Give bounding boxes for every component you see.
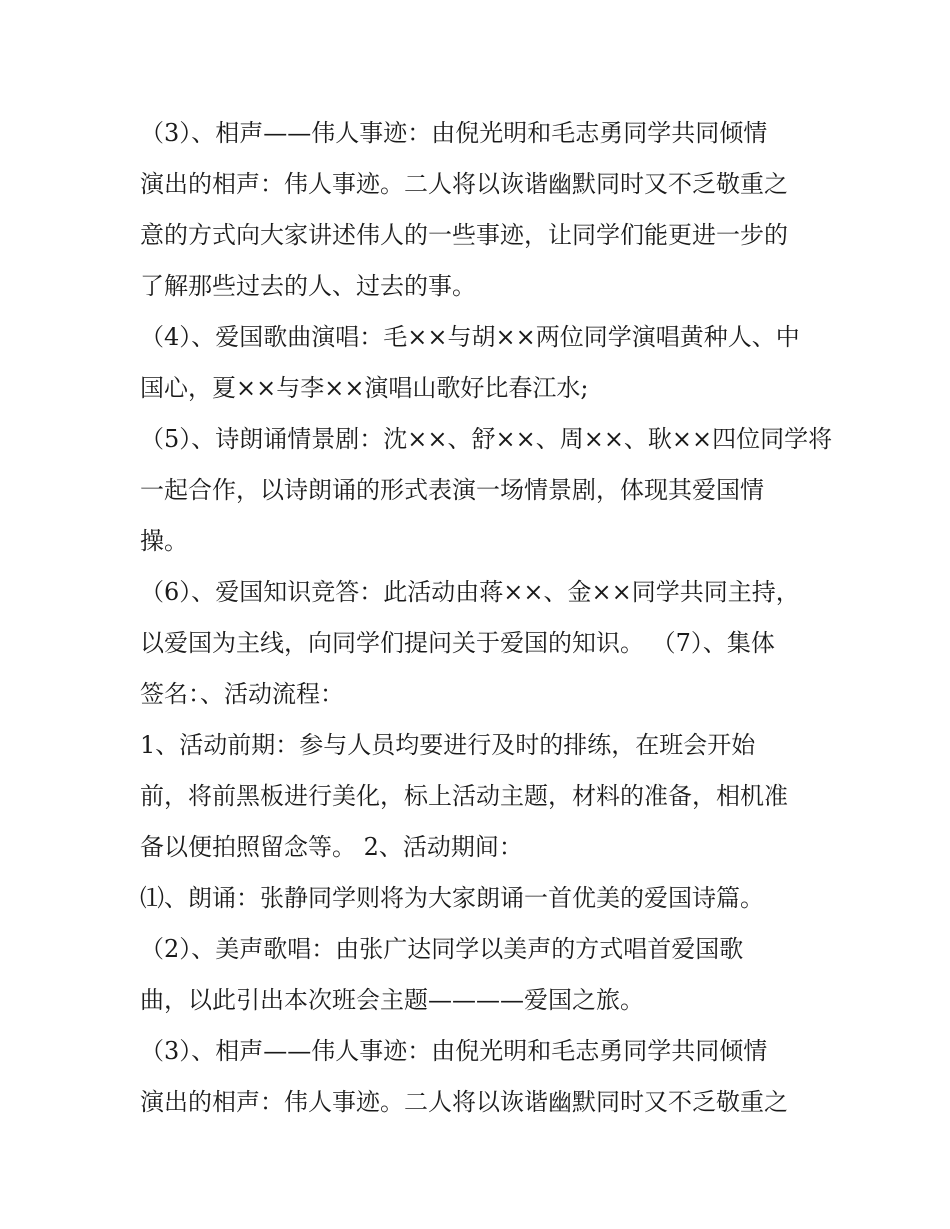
text-line: 演出的相声：伟人事迹。二人将以诙谐幽默同时又不乏敬重之 <box>140 170 788 198</box>
text-line: 操。 <box>140 527 188 555</box>
text-line: 了解那些过去的人、过去的事。 <box>140 272 476 300</box>
text-line: 前，将前黑板进行美化，标上活动主题，材料的准备，相机准 <box>140 782 788 810</box>
text-line: （4）、爱国歌曲演唱：毛××与胡××两位同学演唱黄种人、中 <box>140 323 800 351</box>
text-line: 演出的相声：伟人事迹。二人将以诙谐幽默同时又不乏敬重之 <box>140 1088 788 1116</box>
text-line: 以爱国为主线，向同学们提问关于爱国的知识。 （7）、集体 <box>140 629 775 657</box>
text-line: 1、活动前期：参与人员均要进行及时的排练，在班会开始 <box>140 731 756 759</box>
text-line: 曲，以此引出本次班会主题————爱国之旅。 <box>140 986 644 1014</box>
text-line: 备以便拍照留念等。 2、活动期间： <box>140 833 523 861</box>
text-line: 意的方式向大家讲述伟人的一些事迹，让同学们能更进一步的 <box>140 221 788 249</box>
text-line: 签名：、活动流程： <box>140 680 344 708</box>
text-line: （2）、美声歌唱：由张广达同学以美声的方式唱首爱国歌 <box>140 935 744 963</box>
document-body <box>140 108 833 1128</box>
text-line: ⑴、朗诵：张静同学则将为大家朗诵一首优美的爱国诗篇。 <box>140 884 764 912</box>
text-line: （5）、诗朗诵情景剧：沈××、舒××、周××、耿××四位同学将 <box>140 425 833 453</box>
text-line: （6）、爱国知识竞答：此活动由蒋××、金××同学共同主持， <box>140 578 800 606</box>
text-line: 国心，夏××与李××演唱山歌好比春江水; <box>140 374 589 402</box>
text-line: （3）、相声——伟人事迹：由倪光明和毛志勇同学共同倾情 <box>140 119 768 147</box>
text-line: 一起合作，以诗朗诵的形式表演一场情景剧，体现其爱国情 <box>140 476 764 504</box>
text-line: （3）、相声——伟人事迹：由倪光明和毛志勇同学共同倾情 <box>140 1037 768 1065</box>
